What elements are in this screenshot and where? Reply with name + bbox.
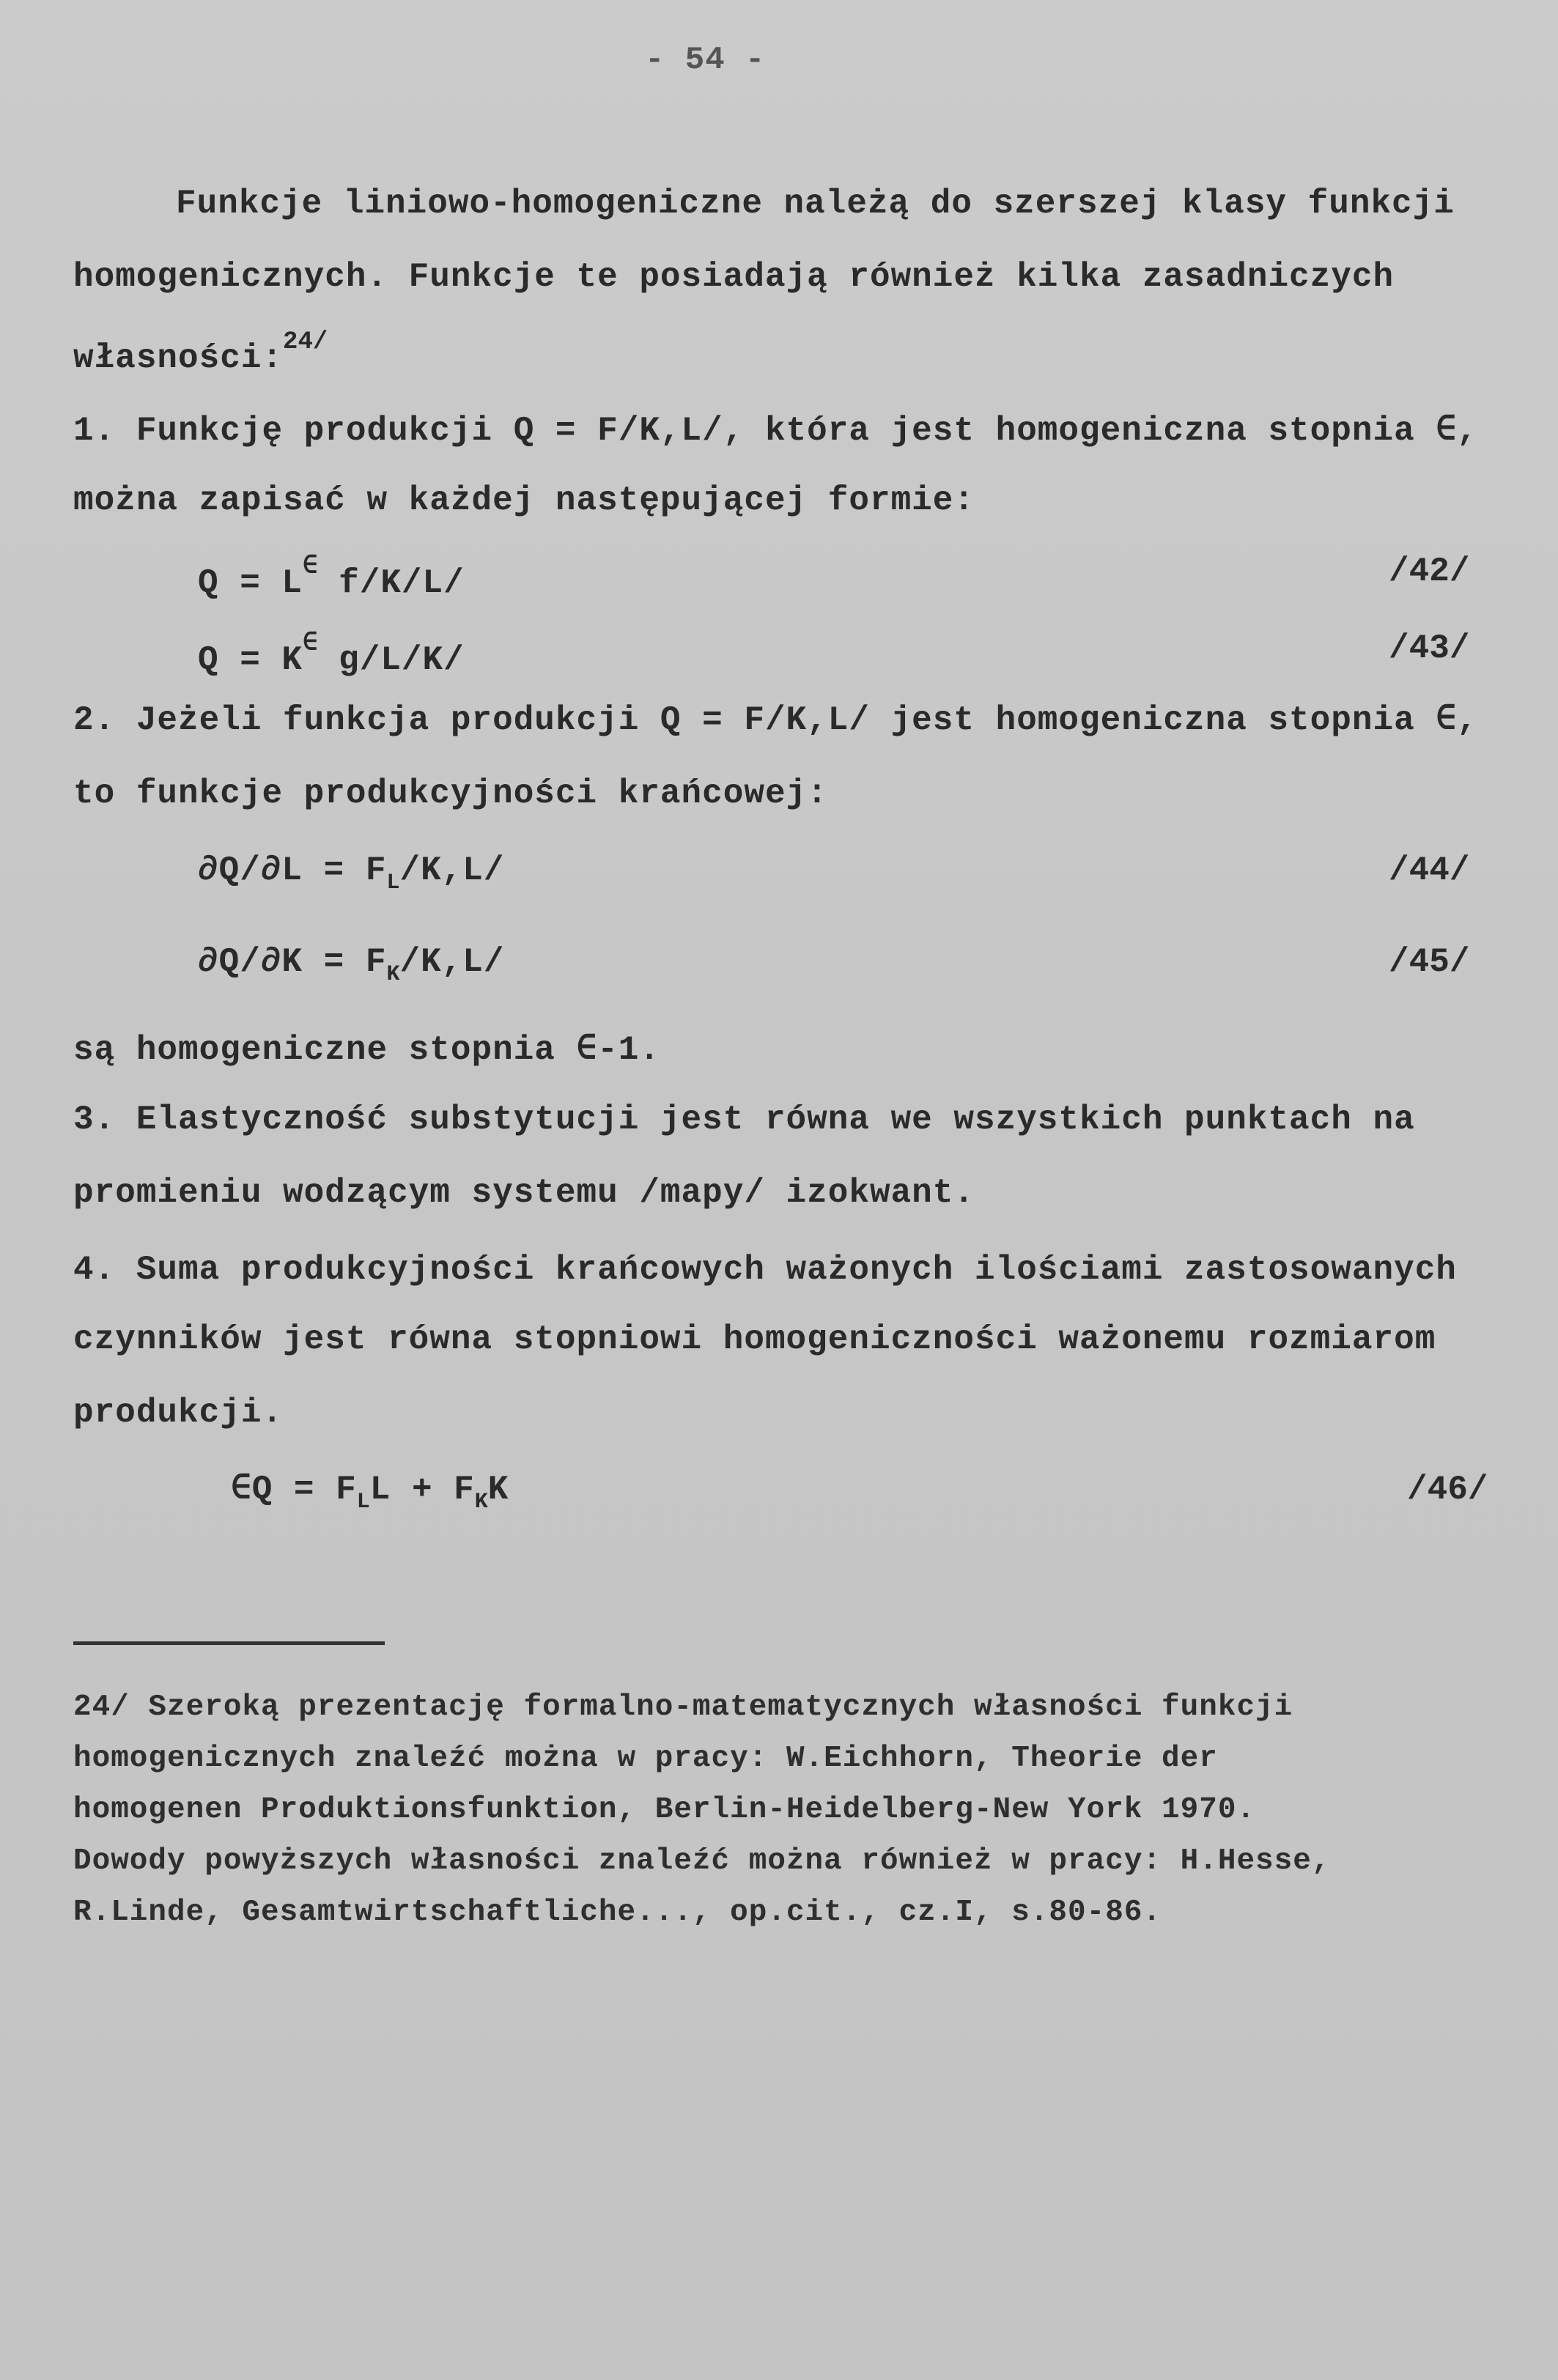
footnote-line-4: Dowody powyższych własności znaleźć można również w pracy: H.Hesse, xyxy=(73,1844,1331,1878)
item4-line-3: produkcji. xyxy=(73,1394,284,1432)
item2-line-1: 2. Jeżeli funkcja produkcji Q = F/K,L/ jest homogeniczna stopnia ∈, xyxy=(73,701,1478,739)
eq45-rhs: /K,L/ xyxy=(399,943,505,981)
equation-45 xyxy=(198,945,505,986)
eq46-part-c: K xyxy=(487,1471,509,1509)
intro-line-2: homogenicznych. Funkcje te posiadają również kilka zasadniczych xyxy=(73,258,1395,296)
footnote-line-1: 24/ Szeroką prezentację formalno-matematycznych własności funkcji xyxy=(73,1690,1293,1724)
eq43-lhs: Q = K xyxy=(198,641,303,679)
eq42-lhs: Q = L xyxy=(198,564,303,602)
footnote-separator xyxy=(73,1641,385,1645)
item2-line-2: to funkcje produkcyjności krańcowej: xyxy=(73,775,828,813)
intro-line-1: Funkcje liniowo-homogeniczne należą do szerszej klasy funkcji xyxy=(176,185,1455,223)
equation-46 xyxy=(231,1473,509,1513)
intro-text: własności: xyxy=(73,339,284,377)
eq45-subscript: K xyxy=(386,962,400,987)
eq46-subscript-k: K xyxy=(474,1490,488,1515)
item4-line-2: czynników jest równa stopniowi homogeniczności ważonemu rozmiarom xyxy=(73,1320,1436,1359)
item1-line-2: można zapisać w każdej następującej formie: xyxy=(73,481,975,520)
eq44-lhs: ∂Q/∂L = F xyxy=(198,851,387,890)
footnote-line-5: R.Linde, Gesamtwirtschaftliche..., op.cit., cz.I, s.80-86. xyxy=(73,1896,1162,1929)
eq43-rhs: g/L/K/ xyxy=(317,641,465,679)
eq46-part-a: ∈Q = F xyxy=(231,1471,357,1509)
item2-conclusion: są homogeniczne stopnia ∈-1. xyxy=(73,1031,661,1069)
eq46-subscript-l: L xyxy=(356,1490,370,1515)
equation-42 xyxy=(198,555,465,600)
item4-line-1: 4. Suma produkcyjności krańcowych ważonych ilościami zastosowanych xyxy=(73,1251,1457,1289)
eq42-exponent: ∈ xyxy=(303,553,318,581)
equation-number-44: /44/ xyxy=(1389,851,1470,890)
intro-line-3 xyxy=(73,330,328,375)
eq44-subscript: L xyxy=(386,871,400,895)
footnote-line-3: homogenen Produktionsfunktion, Berlin-Heidelberg-New York 1970. xyxy=(73,1793,1256,1827)
page-number: - 54 - xyxy=(645,42,766,78)
equation-number-42: /42/ xyxy=(1389,552,1470,591)
eq44-rhs: /K,L/ xyxy=(399,851,505,890)
footnote-line-2: homogenicznych znaleźć można w pracy: W.Eichhorn, Theorie der xyxy=(73,1742,1218,1775)
eq42-rhs: f/K/L/ xyxy=(317,564,465,602)
footnote-reference: 24/ xyxy=(283,328,328,356)
eq45-lhs: ∂Q/∂K = F xyxy=(198,943,387,981)
eq46-part-b: L + F xyxy=(369,1471,475,1509)
equation-number-45: /45/ xyxy=(1389,943,1470,981)
item1-line-1: 1. Funkcję produkcji Q = F/K,L/, która jest homogeniczna stopnia ∈, xyxy=(73,412,1478,450)
equation-number-43: /43/ xyxy=(1389,629,1470,668)
item3-line-1: 3. Elastyczność substytucji jest równa we wszystkich punktach na xyxy=(73,1101,1415,1139)
eq43-exponent: ∈ xyxy=(303,630,318,658)
equation-44 xyxy=(198,851,505,895)
equation-43 xyxy=(198,632,465,677)
item3-line-2: promieniu wodzącym systemu /mapy/ izokwant. xyxy=(73,1174,975,1212)
equation-number-46: /46/ xyxy=(1407,1471,1488,1509)
